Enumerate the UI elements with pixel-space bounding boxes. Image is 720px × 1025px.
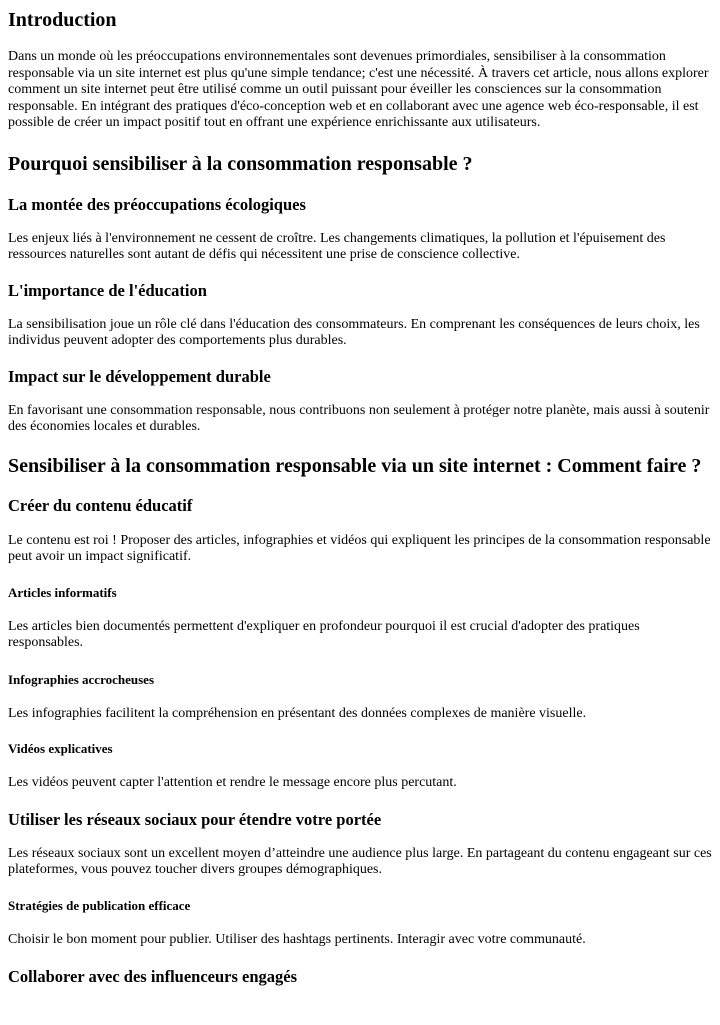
videos-heading: Vidéos explicatives	[8, 741, 113, 756]
section2-sub3-heading: Collaborer avec des influenceurs engagés	[8, 967, 298, 986]
intro-paragraph: Dans un monde où les préoccupations environnementales sont devenues primordiales, sensibiliser à la consommation responsable via un site internet est plus qu'une simple tendance; c'est une nécessité. À travers cet article, nous allons explorer comment un site internet peut être utilisé comme un outil puissant pour éveiller les consciences sur la consommation responsable. En intégrant des pratiques d'éco-conception web et en collaborant avec une agence web éco-responsable, il est possible de créer un impact positif tout en offrant une expérience enrichissante aux utilisateurs.	[8, 49, 709, 130]
section1-sub1-heading: La montée des préoccupations écologiques	[8, 194, 306, 214]
article	[0, 8, 720, 986]
intro-heading: Introduction	[8, 9, 117, 31]
strategies-paragraph: Choisir le bon moment pour publier. Utiliser des hashtags pertinents. Interagir avec votre communauté.	[8, 931, 586, 947]
section2-sub1-heading: Créer du contenu éducatif	[8, 495, 193, 515]
section1-sub1-paragraph: Les enjeux liés à l'environnement ne cessent de croître. Les changements climatiques, la pollution et l'épuisement des ressources naturelles sont autant de défis qui nécessitent une prise de conscience collective.	[8, 230, 666, 262]
section1-heading: Pourquoi sensibiliser à la consommation responsable ?	[8, 152, 473, 175]
section2-sub2-paragraph: Les réseaux sociaux sont un excellent moyen d’atteindre une audience plus large. En partageant du contenu engageant sur ces plateformes, vous pouvez toucher divers groupes démographiques.	[8, 845, 712, 877]
videos-paragraph: Les vidéos peuvent capter l'attention et rendre le message encore plus percutant.	[8, 775, 457, 790]
section2-sub2-heading: Utiliser les réseaux sociaux pour étendre votre portée	[8, 809, 382, 829]
section2-sub1-paragraph: Le contenu est roi ! Proposer des articles, infographies et vidéos qui expliquent les principes de la consommation responsable peut avoir un impact significatif.	[8, 532, 711, 564]
section2-heading: Sensibiliser à la consommation responsable via un site internet : Comment faire ?	[8, 454, 702, 477]
articles-heading: Articles informatifs	[8, 584, 117, 600]
infographies-heading: Infographies accrocheuses	[8, 671, 155, 687]
strategies-heading: Stratégies de publication efficace	[8, 897, 191, 913]
section1-sub2-paragraph: La sensibilisation joue un rôle clé dans l'éducation des consommateurs. En comprenant les conséquences de leurs choix, les individus peuvent adopter des comportements plus durables.	[8, 316, 700, 348]
articles-paragraph: Les articles bien documentés permettent d'expliquer en profondeur pourquoi il est crucial d'adopter des pratiques responsables.	[8, 618, 640, 650]
section1-sub3-paragraph: En favorisant une consommation responsable, nous contribuons non seulement à protéger notre planète, mais aussi à soutenir des économies locales et durables.	[8, 402, 710, 434]
section1-sub2-heading: L'importance de l'éducation	[8, 280, 207, 300]
section1-sub3-heading: Impact sur le développement durable	[8, 366, 271, 386]
infographies-paragraph: Les infographies facilitent la compréhension en présentant des données complexes de manière visuelle.	[8, 705, 587, 721]
